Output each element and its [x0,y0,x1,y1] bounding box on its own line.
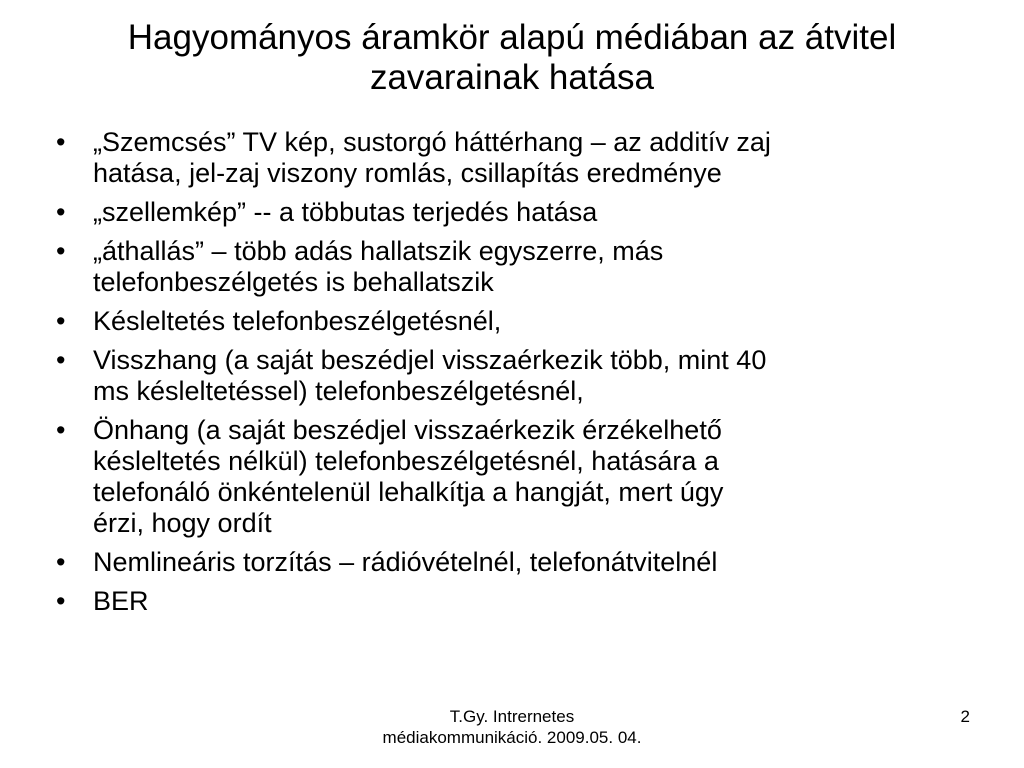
footer-line-1: T.Gy. Intrernetes [449,707,575,726]
bullet-line: Visszhang (a saját beszédjel visszaérkezik több, mint 40 [93,345,767,375]
bullet-dot-icon: • [56,236,66,266]
bullet-list [56,127,966,625]
bullet-line: késleltetés nélkül) telefonbeszélgetésnél, hatására a [93,446,719,476]
title-line-2: zavarainak hatása [369,58,655,97]
bullet-text [93,197,966,228]
bullet-line: „szellemkép” -- a többutas terjedés hatása [93,197,598,227]
bullet-item [56,415,966,539]
bullet-item [56,345,966,407]
bullet-line: „Szemcsés” TV kép, sustorgó háttérhang – az additív zaj [93,127,771,157]
bullet-text [93,586,966,617]
bullet-dot-icon: • [56,415,66,445]
bullet-text [93,127,966,189]
bullet-line: Önhang (a saját beszédjel visszaérkezik érzékelhető [93,415,722,445]
bullet-dot-icon: • [56,197,66,227]
bullet-line: „áthallás” – több adás hallatszik egyszerre, más [93,236,664,266]
bullet-line: BER [93,586,149,616]
bullet-dot-icon: • [56,306,66,336]
bullet-text [93,415,966,539]
bullet-text [93,345,966,407]
bullet-line: érzi, hogy ordít [93,508,272,538]
bullet-item [56,127,966,189]
bullet-text [93,547,966,578]
bullet-item [56,236,966,298]
page-number: 2 [960,707,970,726]
bullet-item [56,547,966,578]
bullet-item [56,586,966,617]
bullet-dot-icon: • [56,345,66,375]
bullet-line: ms késleltetéssel) telefonbeszélgetésnél, [93,376,584,406]
bullet-dot-icon: • [56,547,66,577]
bullet-line: hatása, jel-zaj viszony romlás, csillapítás eredménye [93,158,722,188]
title-line-1: Hagyományos áramkör alapú médiában az átvitel [127,18,897,57]
bullet-dot-icon: • [56,586,66,616]
footer-line-2: médiakommunikáció. 2009.05. 04. [382,728,642,747]
bullet-text [93,306,966,337]
bullet-line: telefonáló önkéntelenül lehalkítja a hangját, mert úgy [93,477,724,507]
footer-text [332,706,692,748]
bullet-line: Késleltetés telefonbeszélgetésnél, [93,306,502,336]
bullet-text [93,236,966,298]
bullet-line: Nemlineáris torzítás – rádióvételnél, telefonátvitelnél [93,547,718,577]
bullet-item [56,306,966,337]
bullet-dot-icon: • [56,127,66,157]
slide-title [60,18,964,98]
bullet-item [56,197,966,228]
bullet-line: telefonbeszélgetés is behallatszik [93,267,494,297]
